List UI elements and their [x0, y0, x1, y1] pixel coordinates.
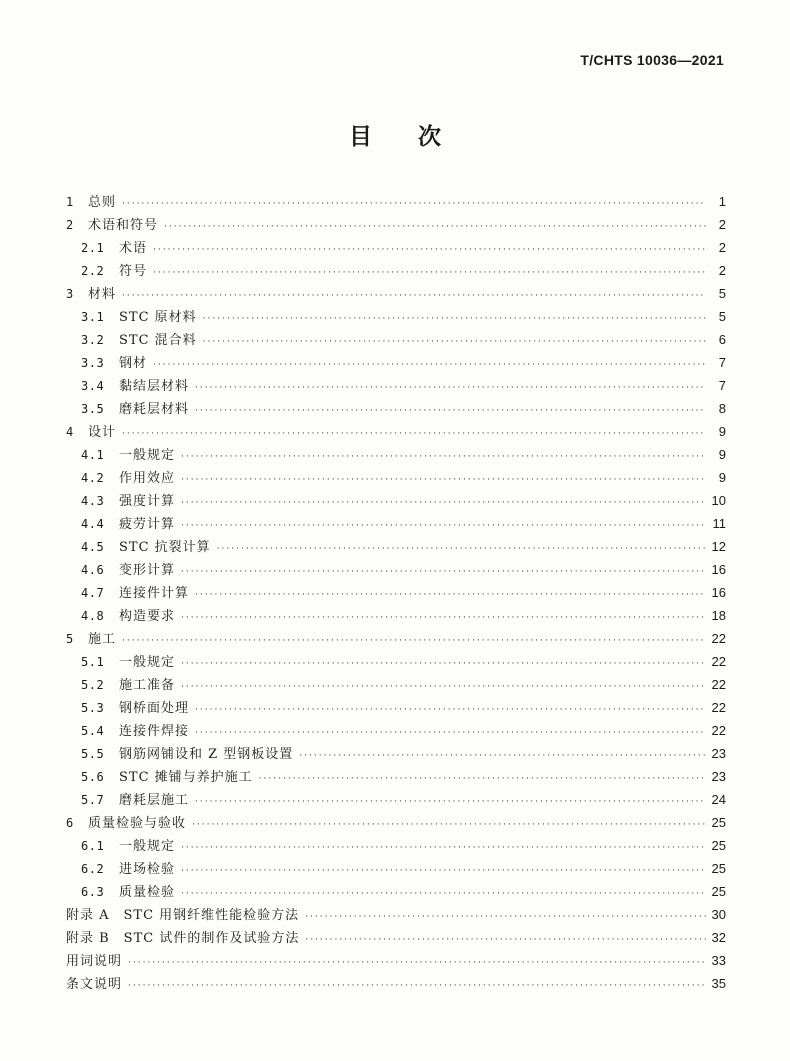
toc-entry-number: 4.2: [81, 471, 105, 485]
toc-entry[interactable]: [66, 581, 726, 604]
toc-entry-number: 4.6: [81, 563, 105, 577]
toc-leader-dots: [192, 814, 706, 837]
toc-entry-page: 2: [718, 240, 726, 255]
toc-entry[interactable]: [66, 420, 726, 443]
toc-entry[interactable]: [66, 788, 726, 811]
page-title-char-2: 次: [418, 123, 441, 150]
toc-leader-dots: [164, 216, 706, 239]
toc-entry-number: 6.1: [81, 839, 105, 853]
toc-entry-page: 16: [711, 585, 726, 600]
toc-leader-dots: [181, 469, 706, 492]
toc-entry-number: 3.4: [81, 379, 105, 393]
toc-leader-dots: [203, 331, 706, 354]
toc-entry-title: 术语: [119, 241, 148, 256]
toc-leader-dots: [122, 630, 706, 653]
toc-entry[interactable]: [66, 949, 726, 972]
toc-leader-dots: [181, 837, 706, 860]
toc-entry-title: 构造要求: [119, 609, 176, 624]
toc-entry[interactable]: [66, 489, 726, 512]
toc-entry-title: 总则: [88, 195, 117, 210]
toc-entry-title: 强度计算: [119, 494, 176, 509]
toc-entry-page: 11: [712, 516, 726, 531]
toc-entry-number: 3.1: [81, 310, 105, 324]
toc-leader-dots: [122, 285, 706, 308]
toc-entry[interactable]: [66, 604, 726, 627]
toc-entry[interactable]: [66, 903, 726, 926]
toc-entry[interactable]: [66, 880, 726, 903]
toc-leader-dots: [299, 745, 705, 768]
toc-entry-number: 5.6: [81, 770, 105, 784]
toc-leader-dots: [153, 262, 706, 285]
toc-entry-title: 术语和符号: [88, 218, 159, 233]
toc-entry-number: 5.2: [81, 678, 105, 692]
toc-entry-page: 16: [711, 562, 726, 577]
toc-entry-page: 35: [711, 976, 726, 991]
toc-entry[interactable]: [66, 926, 726, 949]
toc-entry[interactable]: [66, 305, 726, 328]
toc-entry-number: 4.1: [81, 448, 105, 462]
toc-entry-title: STC 抗裂计算: [119, 540, 211, 555]
toc-leader-dots: [181, 860, 706, 883]
toc-entry-title: 质量检验: [119, 885, 176, 900]
toc-entry-number: 5.3: [81, 701, 105, 715]
toc-entry-page: 5: [718, 286, 726, 301]
toc-entry-page: 22: [711, 654, 726, 669]
toc-leader-dots: [128, 952, 706, 975]
toc-leader-dots: [122, 423, 706, 446]
toc-entry-number: 5.5: [81, 747, 105, 761]
toc-entry-title: 附录 A STC 用钢纤维性能检验方法: [66, 908, 300, 923]
toc-entry-page: 9: [718, 424, 726, 439]
toc-entry-number: 5.1: [81, 655, 105, 669]
toc-leader-dots: [181, 653, 706, 676]
toc-entry-title: 一般规定: [119, 839, 176, 854]
toc-entry-number: 2.2: [81, 264, 105, 278]
toc-entry[interactable]: [66, 512, 726, 535]
toc-entry[interactable]: [66, 466, 726, 489]
toc-entry[interactable]: [66, 328, 726, 351]
toc-entry[interactable]: [66, 558, 726, 581]
toc-entry-page: 2: [718, 263, 726, 278]
toc-entry-title: 钢桥面处理: [119, 701, 190, 716]
toc-entry-title: 钢材: [119, 356, 148, 371]
toc-entry-title: 用词说明: [66, 954, 123, 969]
page-title: [0, 118, 790, 151]
toc-entry-title: 一般规定: [119, 448, 176, 463]
toc-entry-page: 5: [718, 309, 726, 324]
toc-entry-title: 附录 B STC 试件的制作及试验方法: [66, 931, 300, 946]
toc-entry[interactable]: [66, 673, 726, 696]
toc-entry-number: 2.1: [81, 241, 105, 255]
toc-entry-page: 33: [711, 953, 726, 968]
toc-entry-number: 4.7: [81, 586, 105, 600]
toc-entry-title: 施工: [88, 632, 117, 647]
toc-entry-page: 22: [711, 631, 726, 646]
toc-entry-title: STC 混合料: [119, 333, 197, 348]
toc-entry-number: 5.7: [81, 793, 105, 807]
toc-entry-page: 18: [711, 608, 726, 623]
toc-leader-dots: [181, 883, 706, 906]
toc-leader-dots: [195, 699, 706, 722]
toc-entry-page: 8: [718, 401, 726, 416]
toc-leader-dots: [181, 515, 706, 538]
toc-entry-number: 4.4: [81, 517, 105, 531]
toc-entry-number: 3.5: [81, 402, 105, 416]
toc-leader-dots: [195, 584, 706, 607]
toc-entry-title: 一般规定: [119, 655, 176, 670]
toc-entry-page: 23: [711, 746, 726, 761]
toc-leader-dots: [122, 193, 706, 216]
toc-leader-dots: [128, 975, 706, 998]
toc-entry-number: 6.3: [81, 885, 105, 899]
toc-entry-page: 22: [711, 723, 726, 738]
toc-entry-page: 32: [711, 930, 726, 945]
toc-entry[interactable]: [66, 213, 726, 236]
toc-leader-dots: [195, 400, 706, 423]
toc-entry-title: STC 原材料: [119, 310, 197, 325]
toc-entry[interactable]: [66, 351, 726, 374]
toc-entry[interactable]: [66, 627, 726, 650]
toc-entry-page: 22: [711, 677, 726, 692]
toc-entry-page: 22: [711, 700, 726, 715]
toc-entry-title: 变形计算: [119, 563, 176, 578]
toc-entry-number: 5: [66, 632, 74, 646]
toc-entry[interactable]: [66, 374, 726, 397]
toc-leader-dots: [181, 607, 706, 630]
toc-entry-title: 黏结层材料: [119, 379, 190, 394]
toc-leader-dots: [259, 768, 706, 791]
toc-entry[interactable]: [66, 650, 726, 673]
toc-entry-number: 4: [66, 425, 74, 439]
toc-entry-number: 3.3: [81, 356, 105, 370]
toc-entry[interactable]: [66, 765, 726, 788]
toc-entry[interactable]: [66, 811, 726, 834]
toc-entry-number: 3: [66, 287, 74, 301]
toc-entry-page: 23: [711, 769, 726, 784]
toc-entry[interactable]: [66, 397, 726, 420]
toc-entry-title: 符号: [119, 264, 148, 279]
toc-entry[interactable]: [66, 259, 726, 282]
toc-entry-number: 4.5: [81, 540, 105, 554]
toc-entry-number: 1: [66, 195, 74, 209]
toc-leader-dots: [217, 538, 706, 561]
toc-entry[interactable]: [66, 972, 726, 995]
toc-entry-page: 25: [711, 884, 726, 899]
toc-entry-title: 条文说明: [66, 977, 123, 992]
toc-leader-dots: [195, 791, 706, 814]
toc-entry-page: 7: [718, 378, 726, 393]
toc-leader-dots: [305, 929, 705, 952]
toc-entry-page: 30: [711, 907, 726, 922]
toc-entry-page: 7: [718, 355, 726, 370]
toc-entry-title: 进场检验: [119, 862, 176, 877]
toc-entry-number: 6.2: [81, 862, 105, 876]
toc-entry[interactable]: [66, 834, 726, 857]
toc-leader-dots: [195, 722, 706, 745]
toc-leader-dots: [305, 906, 705, 929]
toc-entry-title: 连接件焊接: [119, 724, 190, 739]
toc-entry-title: 设计: [88, 425, 117, 440]
toc-entry-page: 9: [718, 447, 726, 462]
toc-entry[interactable]: [66, 719, 726, 742]
toc-entry-page: 9: [718, 470, 726, 485]
toc-entry-page: 24: [711, 792, 726, 807]
toc-entry-number: 4.3: [81, 494, 105, 508]
toc-leader-dots: [153, 239, 706, 262]
toc-entry-title: 磨耗层材料: [119, 402, 190, 417]
toc-entry-number: 2: [66, 218, 74, 232]
toc-entry[interactable]: [66, 236, 726, 259]
toc-entry-number: 4.8: [81, 609, 105, 623]
toc-entry-page: 25: [711, 838, 726, 853]
table-of-contents: [66, 190, 726, 995]
toc-entry-title: 质量检验与验收: [88, 816, 187, 831]
toc-entry-page: 1: [718, 194, 726, 209]
toc-entry[interactable]: [66, 443, 726, 466]
toc-entry-title: 疲劳计算: [119, 517, 176, 532]
toc-entry-number: 3.2: [81, 333, 105, 347]
toc-leader-dots: [181, 492, 706, 515]
toc-entry-title: 连接件计算: [119, 586, 190, 601]
toc-entry[interactable]: [66, 535, 726, 558]
toc-entry-page: 12: [711, 539, 726, 554]
toc-leader-dots: [153, 354, 706, 377]
toc-leader-dots: [203, 308, 706, 331]
toc-entry[interactable]: [66, 857, 726, 880]
toc-entry-title: 施工准备: [119, 678, 176, 693]
toc-entry[interactable]: [66, 696, 726, 719]
toc-entry-title: 磨耗层施工: [119, 793, 190, 808]
page-title-char-1: 目: [349, 123, 372, 150]
toc-leader-dots: [181, 676, 706, 699]
toc-entry-title: 作用效应: [119, 471, 176, 486]
document-code: T/CHTS 10036—2021: [580, 52, 724, 68]
toc-entry[interactable]: [66, 190, 726, 213]
toc-leader-dots: [195, 377, 706, 400]
toc-entry-page: 2: [718, 217, 726, 232]
toc-entry-page: 6: [718, 332, 726, 347]
toc-leader-dots: [181, 561, 706, 584]
toc-entry-page: 10: [711, 493, 726, 508]
toc-entry[interactable]: [66, 282, 726, 305]
toc-entry-number: 6: [66, 816, 74, 830]
toc-leader-dots: [181, 446, 706, 469]
toc-entry-number: 5.4: [81, 724, 105, 738]
toc-entry-page: 25: [711, 815, 726, 830]
toc-entry[interactable]: [66, 742, 726, 765]
toc-entry-title: 材料: [88, 287, 117, 302]
toc-entry-page: 25: [711, 861, 726, 876]
toc-entry-title: 钢筋网铺设和 Z 型钢板设置: [119, 747, 294, 762]
toc-entry-title: STC 摊铺与养护施工: [119, 770, 253, 785]
